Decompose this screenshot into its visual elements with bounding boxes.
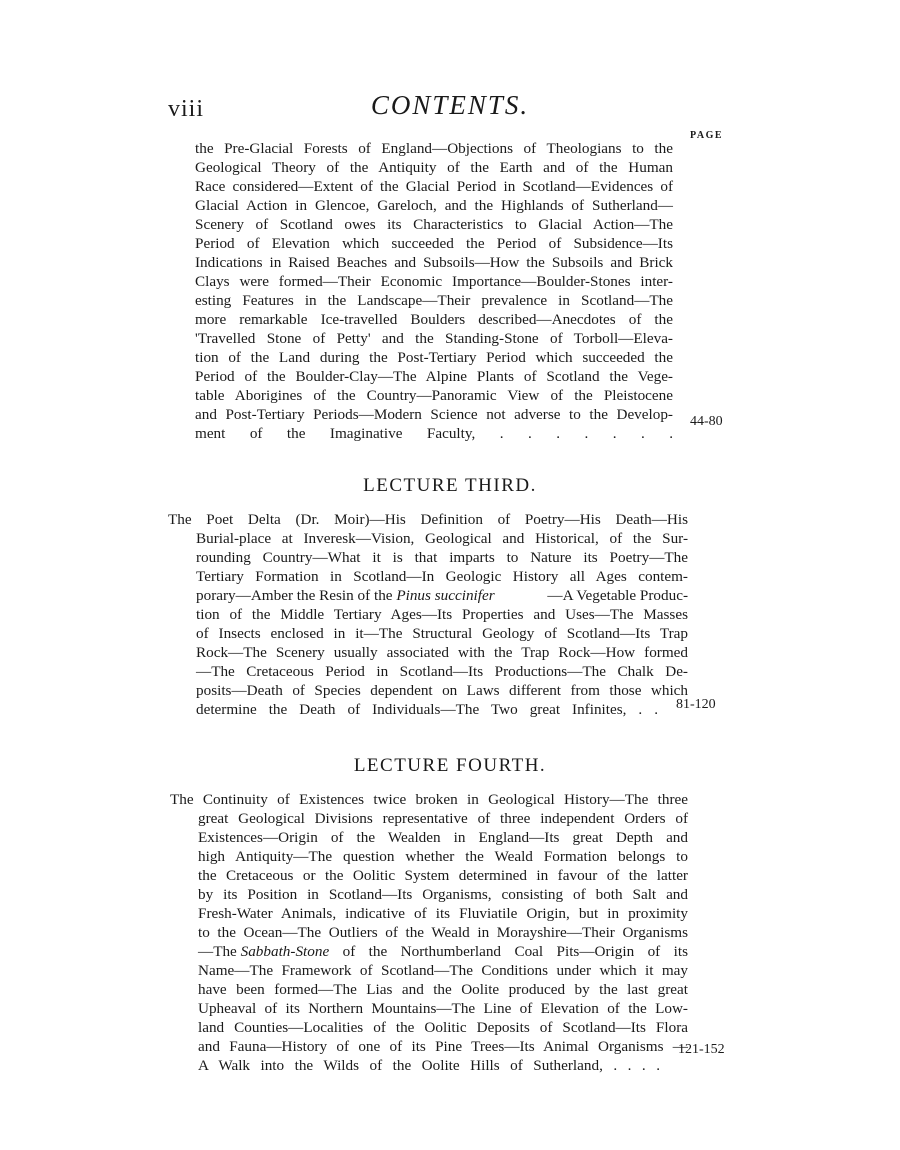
synopsis-line: Glacial Action in Glencoe, Gareloch, and the Highlands of Sutherland— bbox=[195, 197, 673, 214]
synopsis-line: Tertiary Formation in Scotland—In Geologic History all Ages contem- bbox=[196, 568, 688, 585]
lecture-heading: LECTURE FOURTH. bbox=[353, 755, 547, 776]
synopsis-line: rounding Country—What it is that imparts to Nature its Poetry—The bbox=[196, 549, 688, 566]
synopsis-line: ment of the Imaginative Faculty, . . . . . . . bbox=[195, 425, 673, 442]
page-folio: viii bbox=[168, 96, 205, 122]
synopsis-line: Clays were formed—Their Economic Importance—Boulder-Stones inter- bbox=[195, 273, 673, 290]
synopsis-line: Period of Elevation which succeeded the Period of Subsidence—Its bbox=[195, 235, 673, 252]
synopsis-line: great Geological Divisions representative of three independent Orders of bbox=[198, 810, 688, 827]
synopsis-line-tail: —A Vegetable Produc- bbox=[547, 587, 688, 604]
synopsis-line: land Counties—Localities of the Oolitic Deposits of Scotland—Its Flora bbox=[198, 1019, 688, 1036]
synopsis-line: The Poet Delta (Dr. Moir)—His Definition of Poetry—His Death—His bbox=[168, 511, 688, 528]
synopsis-line-tail: of the Northumberland Coal Pits—Origin of its bbox=[329, 943, 688, 960]
synopsis-line: Fresh-Water Animals, indicative of its Fluviatile Origin, but in proximity bbox=[198, 905, 688, 922]
synopsis-line: tion of the Land during the Post-Tertiary Period which succeeded the bbox=[195, 349, 673, 366]
synopsis-line: —The Cretaceous Period in Scotland—Its Productions—The Chalk De- bbox=[196, 663, 688, 680]
synopsis-line: high Antiquity—The question whether the Weald Formation belongs to bbox=[198, 848, 688, 865]
synopsis-line: and Fauna—History of one of its Pine Trees—Its Animal Organisms — bbox=[198, 1038, 688, 1055]
synopsis-line: table Aborigines of the Country—Panoramic View of the Pleistocene bbox=[195, 387, 673, 404]
synopsis-line: Race considered—Extent of the Glacial Period in Scotland—Evidences of bbox=[195, 178, 673, 195]
synopsis-line bbox=[196, 586, 688, 606]
italic-species-name: Pinus succinifer bbox=[396, 587, 495, 604]
synopsis-line: Burial-place at Inveresk—Vision, Geological and Historical, of the Sur- bbox=[196, 530, 688, 547]
page-column-label: PAGE bbox=[690, 130, 724, 141]
synopsis-line: to the Ocean—The Outliers of the Weald in Morayshire—Their Organisms bbox=[198, 924, 688, 941]
synopsis-line: and Post-Tertiary Periods—Modern Science not adverse to the Develop- bbox=[195, 406, 673, 423]
synopsis-line: Upheaval of its Northern Mountains—The Line of Elevation of the Low- bbox=[198, 1000, 688, 1017]
synopsis-line: 'Travelled Stone of Petty' and the Standing-Stone of Torboll—Eleva- bbox=[195, 330, 673, 347]
synopsis-line: Rock—The Scenery usually associated with the Trap Rock—How formed bbox=[196, 644, 688, 661]
page-range: 44-80 bbox=[690, 414, 723, 429]
italic-stone-name: Sabbath-Stone bbox=[240, 943, 330, 960]
synopsis-line: of Insects enclosed in it—The Structural Geology of Scotland—Its Trap bbox=[196, 625, 688, 642]
synopsis-line: have been formed—The Lias and the Oolite produced by the last great bbox=[198, 981, 688, 998]
synopsis-line: Name—The Framework of Scotland—The Conditions under which it may bbox=[198, 962, 688, 979]
synopsis-line: Period of the Boulder-Clay—The Alpine Plants of Scotland the Vege- bbox=[195, 368, 673, 385]
synopsis-line: The Continuity of Existences twice broken in Geological History—The three bbox=[170, 791, 688, 808]
page-range: 121-152 bbox=[678, 1042, 725, 1057]
synopsis-line-head: porary—Amber the Resin of the bbox=[196, 587, 397, 604]
synopsis-line: Existences—Origin of the Wealden in England—Its great Depth and bbox=[198, 829, 688, 846]
synopsis-line: the Cretaceous or the Oolitic System determined in favour of the latter bbox=[198, 867, 688, 884]
synopsis-line: by its Position in Scotland—Its Organisms, consisting of both Salt and bbox=[198, 886, 688, 903]
synopsis-line: Indications in Raised Beaches and Subsoils—How the Subsoils and Brick bbox=[195, 254, 673, 271]
synopsis-line: posits—Death of Species dependent on Laws different from those which bbox=[196, 682, 688, 699]
synopsis-line: A Walk into the Wilds of the Oolite Hills of Sutherland, . . . . bbox=[198, 1057, 660, 1074]
synopsis-line: Scenery of Scotland owes its Characteristics to Glacial Action—The bbox=[195, 216, 673, 233]
synopsis-line: Geological Theory of the Antiquity of the Earth and of the Human bbox=[195, 159, 673, 176]
synopsis-line bbox=[198, 942, 688, 962]
synopsis-line: determine the Death of Individuals—The Two great Infinites, . . bbox=[196, 701, 658, 718]
synopsis-line: the Pre-Glacial Forests of England—Objections of Theologians to the bbox=[195, 140, 673, 157]
synopsis-line-head: —The bbox=[198, 943, 241, 960]
running-title: CONTENTS. bbox=[370, 90, 530, 120]
lecture-heading: LECTURE THIRD. bbox=[363, 475, 537, 496]
page-range: 81-120 bbox=[676, 697, 716, 712]
synopsis-line: tion of the Middle Tertiary Ages—Its Properties and Uses—The Masses bbox=[196, 606, 688, 623]
synopsis-line: more remarkable Ice-travelled Boulders described—Anecdotes of the bbox=[195, 311, 673, 328]
synopsis-line: esting Features in the Landscape—Their prevalence in Scotland—The bbox=[195, 292, 673, 309]
